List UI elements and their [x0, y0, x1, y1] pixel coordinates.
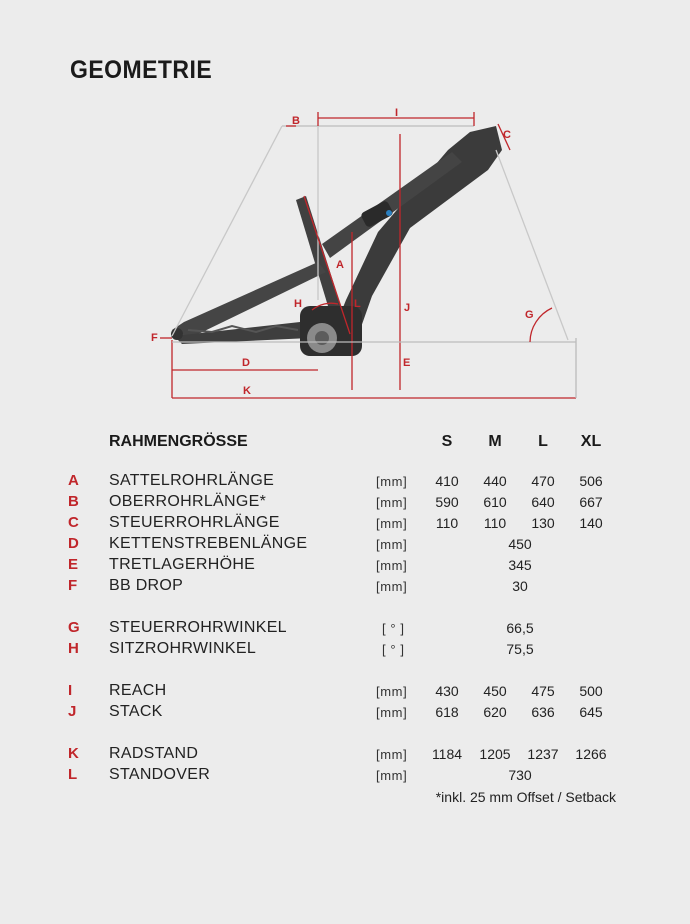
row-letter: J	[68, 703, 77, 720]
row-name: REACH	[109, 682, 167, 699]
value-m: 610	[483, 494, 507, 510]
label-d: D	[242, 357, 250, 369]
row-unit: [mm]	[376, 768, 408, 783]
table-row	[0, 619, 690, 640]
value-m: 1205	[479, 746, 511, 762]
row-letter: B	[68, 493, 79, 510]
row-unit: [mm]	[376, 684, 408, 699]
row-letter: K	[68, 745, 79, 762]
value-xl: 1266	[575, 746, 607, 762]
table-row	[0, 703, 690, 724]
label-k: K	[243, 385, 251, 397]
row-unit: [mm]	[376, 474, 408, 489]
label-l: L	[354, 298, 361, 310]
value-l: 130	[531, 515, 555, 531]
label-b: B	[292, 115, 300, 127]
size-header-m: M	[488, 433, 502, 450]
value-m: 110	[483, 515, 507, 531]
size-header-l: L	[538, 433, 548, 450]
value-m: 440	[483, 473, 507, 489]
value-all-sizes: 450	[508, 536, 532, 552]
row-name: KETTENSTREBENLÄNGE	[109, 535, 308, 552]
row-name: SITZROHRWINKEL	[109, 640, 257, 657]
value-s: 1184	[431, 746, 463, 762]
label-j: J	[404, 302, 411, 314]
row-unit: [ ° ]	[382, 642, 405, 657]
table-row	[0, 577, 690, 598]
row-name: STEUERROHRLÄNGE	[109, 514, 280, 531]
label-i: I	[395, 107, 399, 119]
bike-frame-image	[171, 126, 502, 356]
row-unit: [mm]	[376, 537, 408, 552]
row-name: SATTELROHRLÄNGE	[109, 472, 275, 489]
row-name: TRETLAGERHÖHE	[109, 556, 256, 573]
value-s: 590	[435, 494, 459, 510]
row-unit: [mm]	[376, 558, 408, 573]
row-letter: C	[68, 514, 79, 531]
footnote: *inkl. 25 mm Offset / Setback	[435, 789, 616, 805]
label-e: E	[403, 357, 411, 369]
value-s: 410	[435, 473, 459, 489]
row-letter: H	[68, 640, 79, 657]
row-unit: [mm]	[376, 579, 408, 594]
row-letter: E	[68, 556, 79, 573]
row-letter: F	[68, 577, 78, 594]
value-s: 618	[435, 704, 459, 720]
label-c: C	[503, 129, 511, 141]
row-name: STACK	[109, 703, 163, 720]
table-header-label: RAHMENGRÖSSE	[109, 433, 248, 450]
page-title: GEOMETRIE	[70, 56, 213, 84]
value-all-sizes: 345	[508, 557, 532, 573]
value-l: 470	[531, 473, 555, 489]
value-xl: 500	[579, 683, 603, 699]
value-l: 636	[531, 704, 555, 720]
table-row	[0, 472, 690, 493]
row-name: STEUERROHRWINKEL	[109, 619, 287, 636]
table-row	[0, 514, 690, 535]
row-unit: [mm]	[376, 747, 408, 762]
row-unit: [mm]	[376, 705, 408, 720]
row-unit: [mm]	[376, 516, 408, 531]
table-row	[0, 640, 690, 661]
table-row	[0, 535, 690, 556]
value-all-sizes: 66,5	[506, 620, 534, 636]
row-name: OBERROHRLÄNGE*	[109, 493, 267, 510]
table-row	[0, 556, 690, 577]
row-letter: A	[68, 472, 79, 489]
size-header-s: S	[441, 433, 453, 450]
label-h: H	[294, 298, 302, 310]
value-l: 640	[531, 494, 555, 510]
value-l: 1237	[527, 746, 559, 762]
row-unit: [mm]	[376, 495, 408, 510]
value-s: 110	[435, 515, 459, 531]
value-xl: 140	[579, 515, 603, 531]
row-name: BB DROP	[109, 577, 184, 594]
label-g: G	[525, 309, 534, 321]
label-a: A	[336, 259, 344, 271]
value-l: 475	[531, 683, 555, 699]
value-s: 430	[435, 683, 459, 699]
value-all-sizes: 30	[512, 578, 528, 594]
value-all-sizes: 75,5	[506, 641, 534, 657]
value-xl: 667	[579, 494, 603, 510]
row-name: RADSTAND	[109, 745, 199, 762]
table-row	[0, 682, 690, 703]
value-xl: 645	[579, 704, 603, 720]
size-header-xl: XL	[580, 433, 602, 450]
table-row	[0, 493, 690, 514]
row-letter: I	[68, 682, 73, 699]
row-unit: [ ° ]	[382, 621, 405, 636]
label-f: F	[151, 332, 158, 344]
table-row	[0, 766, 690, 787]
value-xl: 506	[579, 473, 603, 489]
value-all-sizes: 730	[508, 767, 532, 783]
table-row	[0, 745, 690, 766]
row-name: STANDOVER	[109, 766, 211, 783]
row-letter: G	[68, 619, 80, 636]
row-letter: L	[68, 766, 78, 783]
value-m: 450	[483, 683, 507, 699]
row-letter: D	[68, 535, 79, 552]
value-m: 620	[483, 704, 507, 720]
